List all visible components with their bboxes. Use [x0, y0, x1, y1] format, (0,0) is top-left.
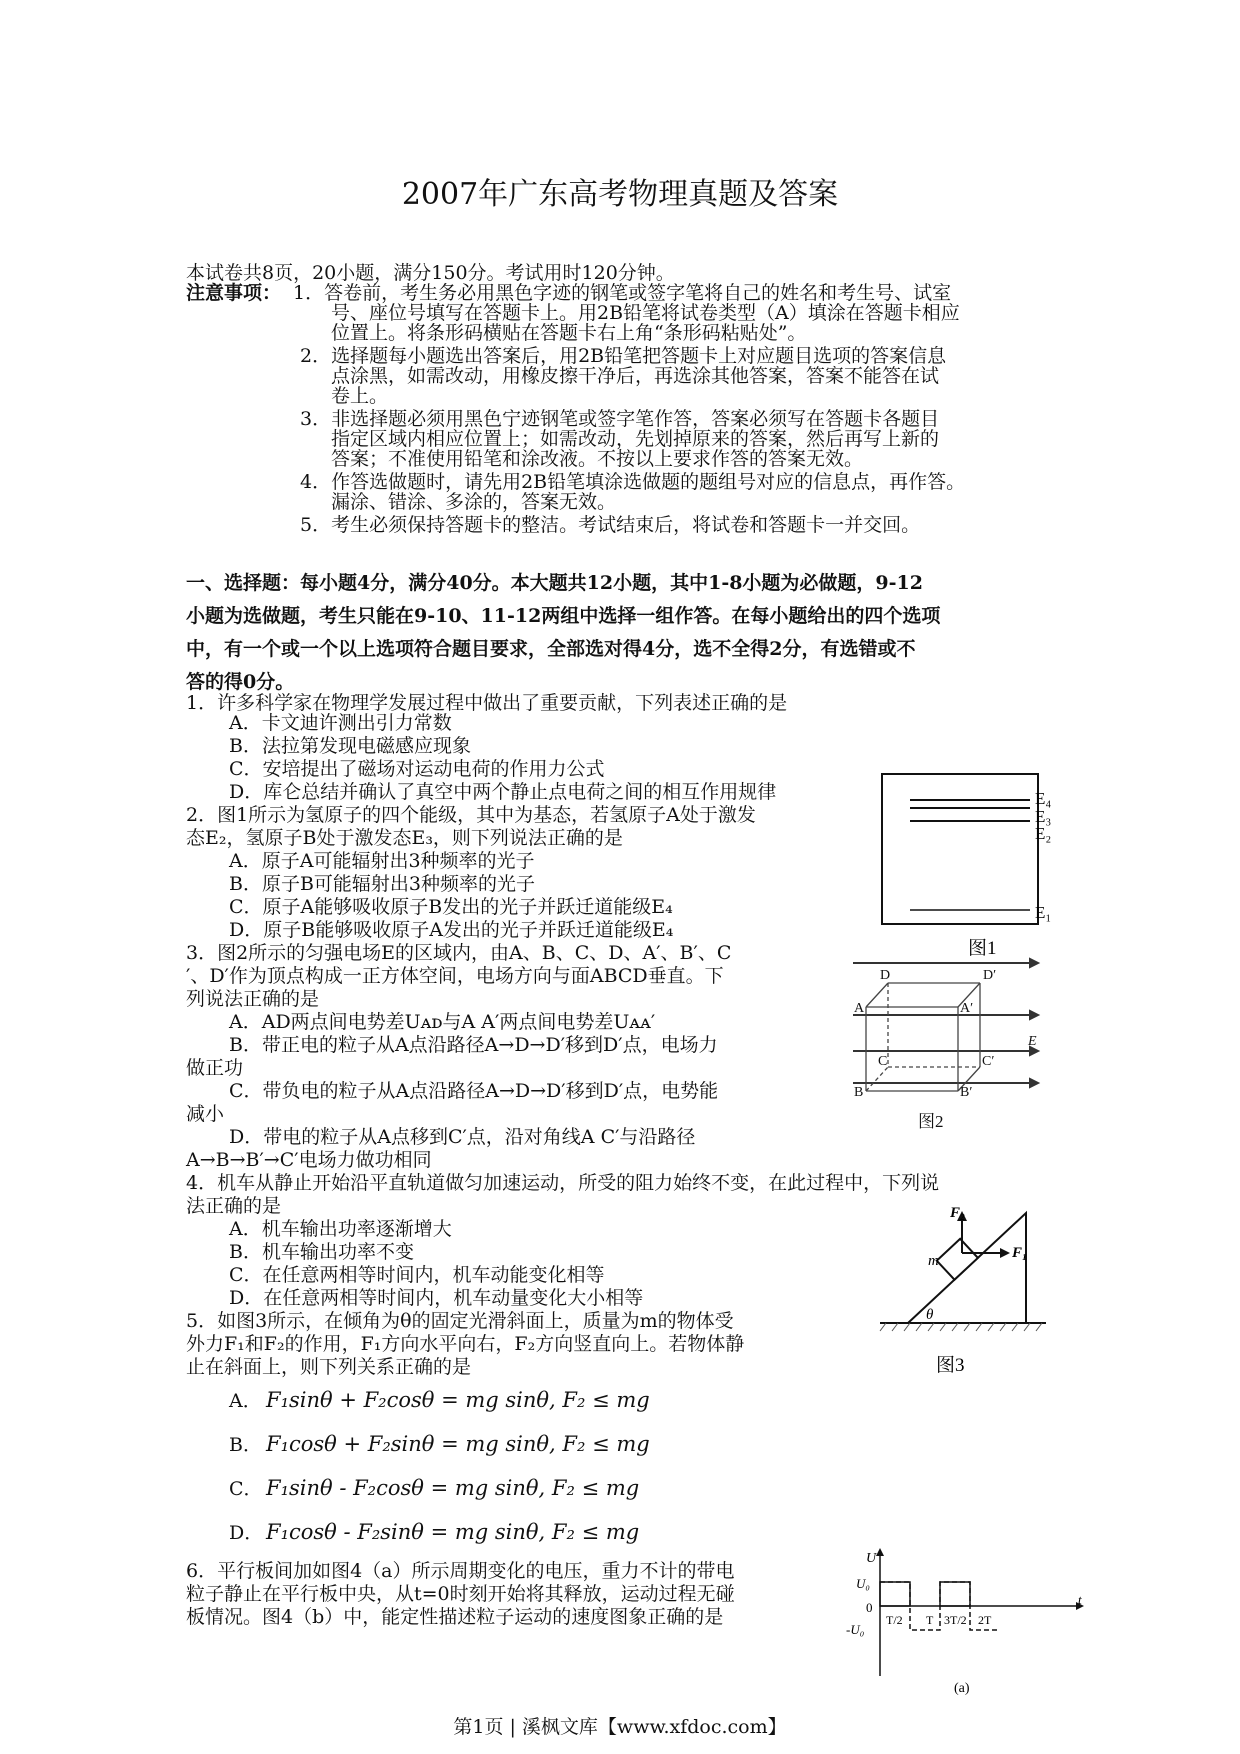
q3-line-2: ′、D′作为顶点构成一正方体空间，电场方向与面ABCD垂直。下 — [186, 965, 724, 987]
fig2-label-d-prime: D′ — [983, 968, 997, 983]
fig1-caption: 图1 — [968, 938, 997, 959]
section1-line-1: 一、选择题：每小题4分，满分40分。本大题共12小题，其中1-8小题为必做题，9-12 — [186, 572, 923, 594]
q3-option-d-line-2: A→B→B′→C′电场力做功相同 — [186, 1149, 432, 1171]
fig1-label-e4: E₄ — [1035, 789, 1052, 808]
fig4-pulse — [940, 1582, 970, 1606]
fig3-hatch — [892, 1323, 898, 1331]
fig2-label-c: C — [878, 1054, 888, 1069]
q5-stem-line-1: 5．如图3所示，在倾角为θ的固定光滑斜面上，质量为m的物体受 — [186, 1310, 734, 1332]
section1-line-2: 小题为选做题，考生只能在9-10、11-12两组中选择一组作答。在每小题给出的四个选项 — [186, 605, 941, 627]
fig4-y-arrow — [876, 1548, 884, 1556]
fig3-hatch — [904, 1323, 910, 1331]
fig4-label-time: t — [1078, 1592, 1082, 1607]
q4-stem-line-2: 法正确的是 — [186, 1195, 282, 1217]
fig4-label-2t: 2T — [978, 1613, 992, 1627]
fig3-label-f1: F₁ — [1012, 1245, 1028, 1261]
q4-option-c: C．在任意两相等时间内，机车动能变化相等 — [229, 1264, 605, 1286]
notes-label: 注意事项： — [186, 282, 282, 304]
page-footer: 第1页 | 溪枫文库【www.xfdoc.com】 — [453, 1716, 787, 1738]
q5-option-a-formula: F₁sinθ + F₂cosθ = mg sinθ, F₂ ≤ mg — [266, 1388, 650, 1412]
q3-line-3: 列说法正确的是 — [186, 988, 320, 1010]
q4-option-b: B．机车输出功率不变 — [229, 1241, 414, 1263]
fig2-arrow-head — [1030, 1079, 1038, 1087]
fig2-label-b-prime: B′ — [960, 1085, 973, 1100]
q5-option-d-letter: D． — [229, 1522, 264, 1544]
note-1-line-1: 1．答卷前，考生务必用黑色字迹的钢笔或签字笔将自己的姓名和考生号、试室 — [293, 282, 952, 304]
q3-line-1: 3．图2所示的匀强电场E的区域内，由A、B、C、D、A′、B′、C — [186, 942, 732, 964]
note-5-line-1: 5．考生必须保持答题卡的整洁。考试结束后，将试卷和答题卡一并交回。 — [300, 514, 921, 536]
fig3-label-m: m — [928, 1253, 939, 1269]
page-title: 2007年广东高考物理真题及答案 — [401, 177, 839, 212]
q5-option-d-formula: F₁cosθ - F₂sinθ = mg sinθ, F₂ ≤ mg — [266, 1520, 640, 1544]
q2-option-c: C．原子A能够吸收原子B发出的光子并跃迁道能级E₄ — [229, 896, 673, 918]
fig3-f1-head — [1000, 1248, 1010, 1258]
fig2-label-c-prime: C′ — [982, 1054, 995, 1069]
note-3-line-3: 答案；不准使用铅笔和涂改液。不按以上要求作答的答案无效。 — [331, 448, 864, 470]
fig3-hatch — [916, 1323, 922, 1331]
note-4-line-2: 漏涂、错涂、多涂的，答案无效。 — [331, 491, 617, 513]
q5-stem-line-3: 止在斜面上，则下列关系正确的是 — [186, 1356, 472, 1378]
note-2-line-1: 2．选择题每小题选出答案后，用2B铅笔把答题卡上对应题目选项的答案信息 — [300, 345, 947, 367]
fig3-label-f2: F₂ — [950, 1205, 966, 1221]
fig3-hatch — [952, 1323, 958, 1331]
section1-line-3: 中，有一个或一个以上选项符合题目要求，全部选对得4分，选不全得2分，有选错或不 — [186, 638, 916, 660]
fig3-hatch — [1024, 1323, 1030, 1331]
intro-text: 本试卷共8页，20小题，满分150分。考试用时120分钟。 — [186, 262, 675, 284]
fig2-label-b: B — [854, 1085, 864, 1100]
figure-4a-voltage — [838, 1546, 1088, 1696]
q3-option-b-line-1: B．带正电的粒子从A点沿路径A→D→D′移到D′点，电场力 — [229, 1034, 718, 1056]
note-2-line-2: 点涂黑，如需改动，用橡皮擦干净后，再选涂其他答案，答案不能答在试 — [331, 365, 940, 387]
fig2-caption: 图2 — [918, 1112, 944, 1131]
fig4-label-3t-half: 3T/2 — [944, 1613, 967, 1627]
note-4-line-1: 4．作答选做题时，请先用2B铅笔填涂选做题的题组号对应的信息点，再作答。 — [300, 471, 966, 493]
fig2-arrow-head — [1030, 959, 1038, 967]
q4-option-d: D．在任意两相等时间内，机车动量变化大小相等 — [229, 1287, 644, 1309]
q1-option-d: D．库仑总结并确认了真空中两个静止点电荷之间的相互作用规律 — [229, 781, 777, 803]
fig4-label-u0: U₀ — [856, 1576, 870, 1591]
fig2-label-a-prime: A′ — [960, 1001, 974, 1016]
fig3-hatch — [940, 1323, 946, 1331]
q1-option-c: C．安培提出了磁场对运动电荷的作用力公式 — [229, 758, 605, 780]
fig4-label-t-half: T/2 — [886, 1613, 903, 1627]
note-1-line-2: 号、座位号填写在答题卡上。用2B铅笔将试卷类型（A）填涂在答题卡相应 — [331, 302, 960, 324]
section1-line-4: 答的得0分。 — [186, 671, 295, 693]
fig3-hatch — [976, 1323, 982, 1331]
fig3-hatch — [1036, 1323, 1042, 1331]
fig3-hatch — [964, 1323, 970, 1331]
fig4-label-neg-u0: -U₀ — [846, 1622, 865, 1637]
fig3-label-theta: θ — [926, 1307, 934, 1323]
fig3-hatch — [988, 1323, 994, 1331]
fig4-caption: (a) — [954, 1681, 970, 1696]
fig4-label-zero: 0 — [866, 1600, 873, 1615]
q6-stem-line-1: 6．平行板间加如图4（a）所示周期变化的电压，重力不计的带电 — [186, 1560, 735, 1582]
q2-option-b: B．原子B可能辐射出3种频率的光子 — [229, 873, 536, 895]
q3-option-c-line-2: 减小 — [186, 1103, 225, 1125]
q5-option-a-letter: A． — [229, 1390, 262, 1412]
fig4-pulse — [880, 1582, 910, 1606]
fig3-hatch — [1012, 1323, 1018, 1331]
fig3-hatch — [1000, 1323, 1006, 1331]
figure-2-cube-field — [848, 955, 1048, 1130]
q2-option-d: D．原子B能够吸收原子A发出的光子并跃迁道能级E₄ — [229, 919, 674, 941]
fig2-arrow-head — [1030, 1011, 1038, 1019]
note-2-line-3: 卷上。 — [331, 385, 389, 407]
fig2-label-e: E — [1028, 1034, 1037, 1049]
fig2-label-d: D — [880, 968, 891, 983]
fig3-hatch — [928, 1323, 934, 1331]
q3-option-b-line-2: 做正功 — [186, 1057, 244, 1079]
fig2-cube-edge — [866, 983, 888, 1007]
q3-option-a: A．AD两点间电势差Uᴀᴅ与A A′两点间电势差Uᴀᴀ′ — [229, 1011, 656, 1033]
q6-stem-line-2: 粒子静止在平行板中央，从t=0时刻开始将其释放，运动过程无碰 — [186, 1583, 735, 1605]
fig1-label-e3: E₃ — [1035, 807, 1052, 826]
q5-option-b-formula: F₁cosθ + F₂sinθ = mg sinθ, F₂ ≤ mg — [266, 1432, 650, 1456]
fig2-label-a: A — [854, 1001, 865, 1016]
fig4-label-t: T — [926, 1613, 934, 1627]
q2-option-a: A．原子A可能辐射出3种频率的光子 — [229, 850, 535, 872]
fig1-frame — [882, 774, 1038, 924]
q4-stem-line-1: 4．机车从静止开始沿平直轨道做匀加速运动，所受的阻力始终不变，在此过程中，下列说 — [186, 1172, 940, 1194]
fig3-hatch — [880, 1323, 886, 1331]
q5-option-c-letter: C． — [229, 1478, 263, 1500]
fig4-label-u: U — [866, 1551, 877, 1566]
q2-stem-line-1: 2．图1所示为氢原子的四个能级，其中为基态，若氢原子A处于激发 — [186, 804, 756, 826]
note-3-line-2: 指定区域内相应位置上；如需改动，先划掉原来的答案，然后再写上新的 — [331, 428, 940, 450]
figure-1-energy-levels — [880, 772, 1052, 962]
fig1-label-e1: E₁ — [1035, 903, 1052, 922]
q4-option-a: A．机车输出功率逐渐增大 — [229, 1218, 452, 1240]
note-3-line-1: 3．非选择题必须用黑色宁迹钢笔或签字笔作答，答案必须写在答题卡各题目 — [300, 408, 940, 430]
q6-stem-line-3: 板情况。图4（b）中，能定性描述粒子运动的速度图象正确的是 — [186, 1606, 724, 1628]
figure-3-incline — [878, 1205, 1048, 1380]
q3-option-d-line-1: D．带电的粒子从A点移到C′点，沿对角线A C′与沿路径 — [229, 1126, 696, 1148]
fig3-caption: 图3 — [936, 1355, 965, 1376]
fig3-block — [937, 1239, 978, 1280]
q5-stem-line-2: 外力F₁和F₂的作用，F₁方向水平向右，F₂方向竖直向上。若物体静 — [186, 1333, 745, 1355]
fig1-label-e2: E₂ — [1035, 824, 1052, 843]
q1-option-a: A．卡文迪许测出引力常数 — [229, 712, 452, 734]
q1-stem: 1．许多科学家在物理学发展过程中做出了重要贡献，下列表述正确的是 — [186, 692, 788, 714]
q2-stem-line-2: 态E₂，氢原子B处于激发态E₃，则下列说法正确的是 — [186, 827, 623, 849]
fig2-cube-edge — [866, 1067, 888, 1091]
note-1-line-3: 位置上。将条形码横贴在答题卡右上角“条形码粘贴处”。 — [331, 322, 807, 344]
q3-option-c-line-1: C．带负电的粒子从A点沿路径A→D→D′移到D′点，电势能 — [229, 1080, 719, 1102]
q5-option-c-formula: F₁sinθ - F₂cosθ = mg sinθ, F₂ ≤ mg — [266, 1476, 640, 1500]
q1-option-b: B．法拉第发现电磁感应现象 — [229, 735, 471, 757]
q5-option-b-letter: B． — [229, 1434, 262, 1456]
